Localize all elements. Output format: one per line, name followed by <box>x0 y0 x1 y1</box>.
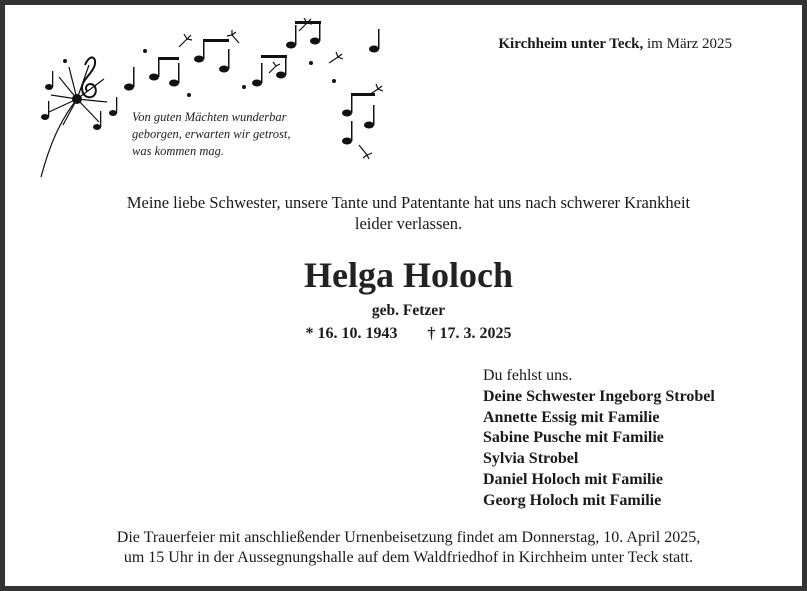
death-date: † 17. 3. 2025 <box>427 325 512 342</box>
birth-name: geb. Fetzer <box>371 302 446 319</box>
funeral-line: um 15 Uhr in der Aussegnungshalle auf dem Waldfriedhof in Kirchheim unter Teck statt. <box>123 549 694 566</box>
mourners-intro: Du fehlst uns. <box>483 367 573 384</box>
mourner-name: Deine Schwester Ingeborg Strobel <box>483 387 715 405</box>
place-name: Kirchheim unter Teck, <box>498 36 644 52</box>
intro-line: leider verlassen. <box>354 214 463 233</box>
quote-line: geborgen, erwarten wir getrost, <box>132 127 291 141</box>
mourner-name: Sabine Pusche mit Familie <box>483 429 664 447</box>
life-dates <box>5 325 807 343</box>
funeral-line: Die Trauerfeier mit anschließender Urnenbeisetzung findet am Donnerstag, 10. April 2025, <box>116 529 701 546</box>
quote-line: Von guten Mächten wunderbar <box>132 110 287 124</box>
mourner-name: Daniel Holoch mit Familie <box>483 470 663 488</box>
funeral-notice <box>25 528 792 568</box>
mourners-list <box>483 387 715 512</box>
place-date-line <box>498 36 732 53</box>
mourners-block <box>483 366 715 512</box>
birth-date: * 16. 10. 1943 <box>305 325 398 342</box>
quote-line: was kommen mag. <box>132 144 225 158</box>
mourner-name: Georg Holoch mit Familie <box>483 491 662 509</box>
mourner-name: Annette Essig mit Familie <box>483 408 660 426</box>
mourner-name: Sylvia Strobel <box>483 450 579 468</box>
announcement-date: im März 2025 <box>647 36 732 52</box>
intro-text <box>65 192 752 234</box>
deceased-name: Helga Holoch <box>304 255 513 295</box>
poem-quote <box>132 109 332 160</box>
intro-line: Meine liebe Schwester, unsere Tante und Patentante hat uns nach schwerer Krankheit <box>126 193 691 212</box>
